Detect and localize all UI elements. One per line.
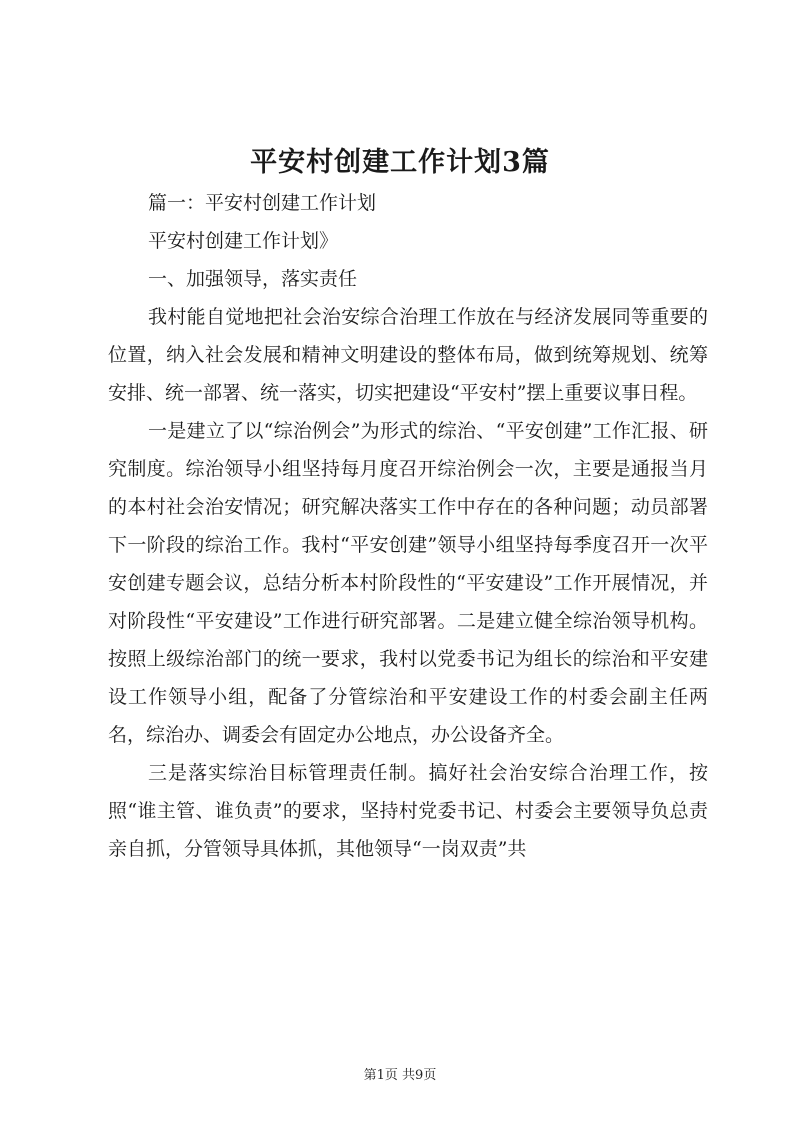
paragraph: 三是落实综治目标管理责任制。搞好社会治安综合治理工作，按照“谁主管、谁负责”的要求，坚持村党委书记、村委会主要领导负总责亲自抓，分管领导具体抓，其他领导“一岗双责”共 [108,762,708,860]
subtitle: 平安村创建工作计划》 [148,230,339,252]
page-footer: 第1页 共9页 [363,1068,437,1083]
paragraph: 我村能自觉地把社会治安综合治理工作放在与经济发展同等重要的位置，纳入社会发展和精神文明建设的整体布局，做到统筹规划、统筹安排、统一部署、统一落实，切实把建设“平安村”摆上重要议事日程。 [108,306,708,404]
page-title: 平安村创建工作计划3篇 [250,147,550,178]
section-heading: 一、加强领导，落实责任 [148,268,358,290]
document-body [108,184,708,868]
paragraph: 一是建立了以“综治例会”为形式的综治、“平安创建”工作汇报、研究制度。综治领导小组坚持每月度召开综治例会一次，主要是通报当月的本村社会治安情况；研究解决落实工作中存在的各种问题；动员部署下一阶段的综治工作。我村“平安创建”领导小组坚持每季度召开一次平安创建专题会议，总结分析本村阶段性的“平安建设”工作开展情况，并对阶段性“平安建设”工作进行研究部署。二是建立健全综治领导机构。按照上级综治部门的统一要求，我村以党委书记为组长的综治和平安建设工作领导小组，配备了分管综治和平安建设工作的村委会副主任两名，综治办、调委会有固定办公地点，办公设备齐全。 [108,420,708,746]
section-heading: 篇一：平安村创建工作计划 [148,192,377,214]
